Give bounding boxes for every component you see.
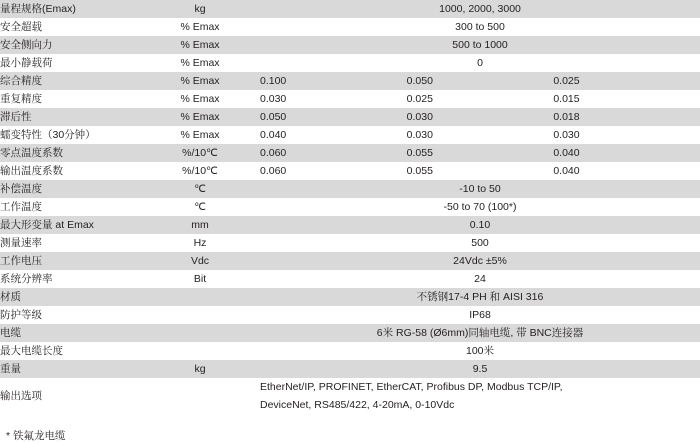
spec-label: 补偿温度 [0, 180, 140, 198]
spec-unit: % Emax [140, 126, 260, 144]
spec-unit: Vdc [140, 252, 260, 270]
spec-label: 最小静载荷 [0, 54, 140, 72]
table-row [0, 180, 700, 198]
spec-unit [140, 324, 260, 342]
table-row [0, 288, 700, 306]
spec-unit [140, 378, 260, 414]
spec-label: 最大形变量 at Emax [0, 216, 140, 234]
table-row [0, 270, 700, 288]
spec-label: 安全超载 [0, 18, 140, 36]
spec-value: 0.015 [553, 90, 700, 108]
table-row [0, 378, 700, 414]
spec-label: 防护等级 [0, 306, 140, 324]
spec-unit: %/10℃ [140, 144, 260, 162]
spec-label: 材质 [0, 288, 140, 306]
spec-unit: ℃ [140, 198, 260, 216]
spec-label: 最大电缆长度 [0, 342, 140, 360]
spec-value: 9.5 [260, 360, 700, 378]
spec-unit: % Emax [140, 18, 260, 36]
spec-value: 0 [260, 54, 700, 72]
spec-value: IP68 [260, 306, 700, 324]
spec-unit: mm [140, 216, 260, 234]
spec-label: 重复精度 [0, 90, 140, 108]
spec-unit: % Emax [140, 72, 260, 90]
table-row [0, 126, 700, 144]
spec-unit: %/10℃ [140, 162, 260, 180]
spec-value: 0.030 [407, 126, 554, 144]
table-row [0, 162, 700, 180]
spec-value: 0.055 [407, 144, 554, 162]
spec-value: 0.025 [553, 72, 700, 90]
table-row [0, 342, 700, 360]
spec-value: 6米 RG-58 (Ø6mm)同轴电缆, 带 BNC连接器 [260, 324, 700, 342]
spec-value [260, 378, 700, 414]
spec-value: 0.050 [407, 72, 554, 90]
spec-value: 0.018 [553, 108, 700, 126]
spec-label: 安全侧向力 [0, 36, 140, 54]
spec-unit: % Emax [140, 54, 260, 72]
spec-label: 系统分辨率 [0, 270, 140, 288]
spec-value: 0.040 [260, 126, 407, 144]
spec-unit [140, 288, 260, 306]
spec-value: 500 [260, 234, 700, 252]
spec-label: 蠕变特性（30分钟） [0, 126, 140, 144]
table-row [0, 54, 700, 72]
spec-value: 24Vdc ±5% [260, 252, 700, 270]
spec-label: 输出温度系数 [0, 162, 140, 180]
spec-value: 0.030 [260, 90, 407, 108]
table-row [0, 252, 700, 270]
spec-unit: kg [140, 360, 260, 378]
spec-unit: Hz [140, 234, 260, 252]
spec-value: 0.030 [407, 108, 554, 126]
spec-value: -10 to 50 [260, 180, 700, 198]
table-row [0, 216, 700, 234]
spec-value: 0.040 [553, 162, 700, 180]
spec-label: 工作温度 [0, 198, 140, 216]
spec-value: -50 to 70 (100*) [260, 198, 700, 216]
spec-label: 零点温度系数 [0, 144, 140, 162]
spec-value: 0.060 [260, 162, 407, 180]
spec-unit: % Emax [140, 108, 260, 126]
spec-label: 综合精度 [0, 72, 140, 90]
spec-value: 0.040 [553, 144, 700, 162]
spec-label: 量程规格(Emax) [0, 0, 140, 18]
spec-value: 24 [260, 270, 700, 288]
spec-unit: % Emax [140, 90, 260, 108]
table-row [0, 90, 700, 108]
spec-value: 0.050 [260, 108, 407, 126]
spec-unit: kg [140, 0, 260, 18]
spec-value: 300 to 500 [260, 18, 700, 36]
spec-value: 0.055 [407, 162, 554, 180]
spec-unit: % Emax [140, 36, 260, 54]
spec-unit [140, 306, 260, 324]
table-row [0, 36, 700, 54]
table-row [0, 144, 700, 162]
spec-label: 输出选项 [0, 378, 140, 414]
spec-value: 0.100 [260, 72, 407, 90]
table-row [0, 18, 700, 36]
spec-value-line: EtherNet/IP, PROFINET, EtherCAT, Profibus DP, Modbus TCP/IP, [260, 381, 563, 393]
spec-value-line: DeviceNet, RS485/422, 4-20mA, 0-10Vdc [260, 399, 455, 411]
spec-unit [140, 342, 260, 360]
spec-value: 不锈钢17-4 PH 和 AISI 316 [260, 288, 700, 306]
spec-value: 0.030 [553, 126, 700, 144]
footnote-text: * 铁氟龙电缆 [6, 430, 66, 442]
table-row [0, 198, 700, 216]
spec-label: 电缆 [0, 324, 140, 342]
table-row [0, 108, 700, 126]
table-row [0, 234, 700, 252]
spec-value: 100米 [260, 342, 700, 360]
spec-label: 工作电压 [0, 252, 140, 270]
spec-label: 滞后性 [0, 108, 140, 126]
table-row [0, 0, 700, 18]
spec-unit: ℃ [140, 180, 260, 198]
spec-value: 0.10 [260, 216, 700, 234]
table-row [0, 306, 700, 324]
spec-value: 1000, 2000, 3000 [260, 0, 700, 18]
spec-value: 0.025 [407, 90, 554, 108]
spec-value: 0.060 [260, 144, 407, 162]
spec-label: 测量速率 [0, 234, 140, 252]
spec-unit: Bit [140, 270, 260, 288]
table-row [0, 72, 700, 90]
table-row [0, 324, 700, 342]
table-row [0, 360, 700, 378]
spec-value: 500 to 1000 [260, 36, 700, 54]
spec-label: 重量 [0, 360, 140, 378]
